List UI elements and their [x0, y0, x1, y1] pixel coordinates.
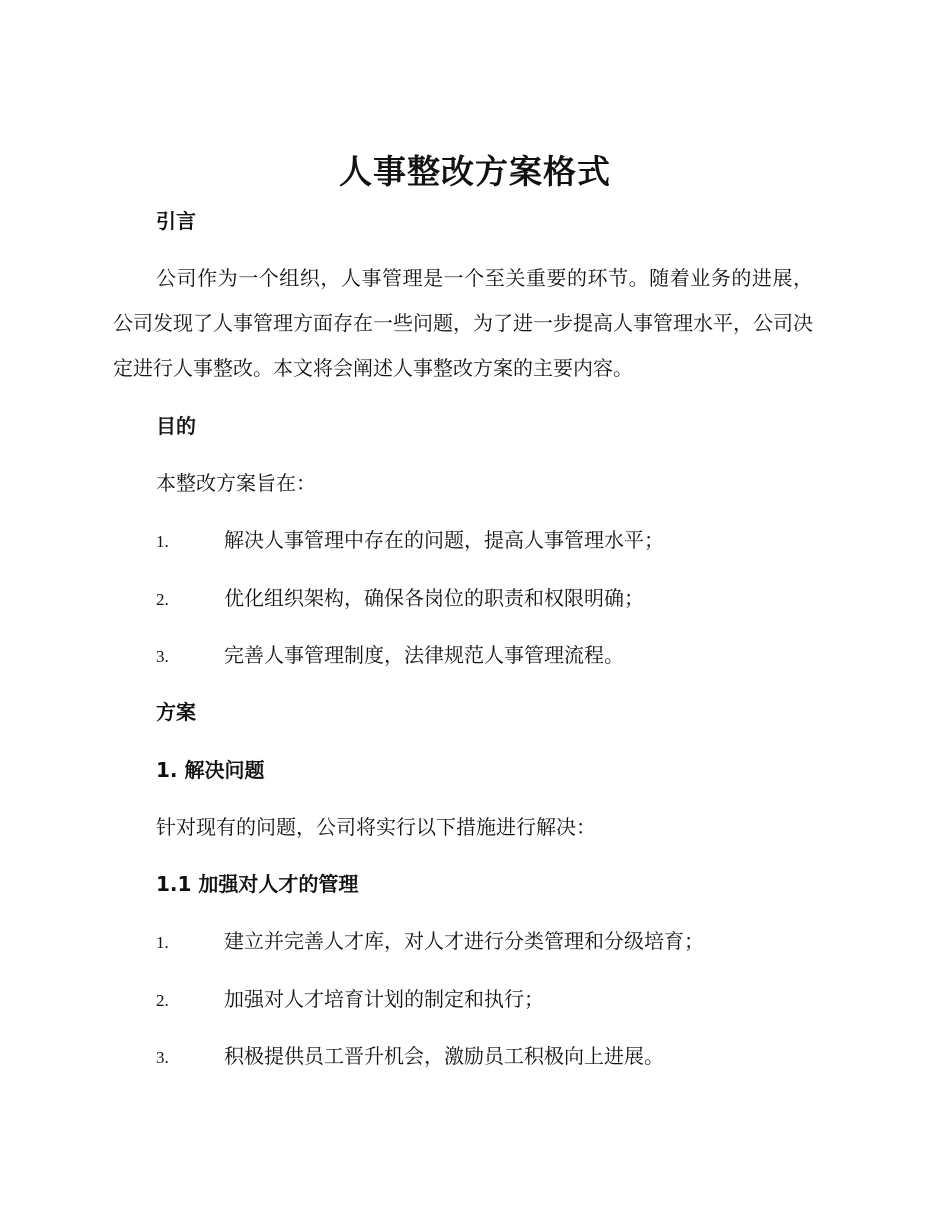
list-number: 2.: [156, 590, 169, 609]
intro-paragraph: 公司作为一个组织，人事管理是一个至关重要的环节。随着业务的进展，公司发现了人事管理方面存在一些问题，为了进一步提高人事管理水平，公司决定进行人事整改。本文将会阐述人事整改方案的主要内容。: [113, 266, 813, 380]
list-number: 2.: [156, 991, 169, 1010]
section-1-heading: 1. 解决问题: [156, 758, 265, 782]
section-1-lead: 针对现有的问题，公司将实行以下措施进行解决：: [156, 815, 596, 839]
purpose-heading: 目的: [156, 414, 196, 438]
list-item-text: 优化组织架构，确保各岗位的职责和权限明确；: [224, 586, 644, 610]
list-item-text: 积极提供员工晋升机会，激励员工积极向上进展。: [224, 1044, 664, 1068]
list-number: 1.: [156, 933, 169, 952]
document-title: 人事整改方案格式: [339, 152, 611, 191]
purpose-list-item: [156, 640, 624, 672]
talent-list-item: [156, 926, 704, 958]
list-item-text: 建立并完善人才库，对人才进行分类管理和分级培育；: [224, 929, 704, 953]
purpose-lead: 本整改方案旨在：: [156, 471, 316, 495]
purpose-list-item: [156, 525, 664, 557]
list-number: 1.: [156, 532, 169, 551]
list-number: 3.: [156, 1048, 169, 1067]
section-1-1-heading: 1.1 加强对人才的管理: [156, 872, 359, 896]
list-number: 3.: [156, 647, 169, 666]
talent-list-item: [156, 984, 544, 1016]
plan-heading: 方案: [156, 700, 196, 724]
purpose-list-item: [156, 583, 644, 615]
list-item-text: 加强对人才培育计划的制定和执行；: [224, 987, 544, 1011]
list-item-text: 解决人事管理中存在的问题，提高人事管理水平；: [224, 528, 664, 552]
list-item-text: 完善人事管理制度，法律规范人事管理流程。: [224, 643, 624, 667]
intro-heading: 引言: [156, 209, 196, 233]
talent-list-item: [156, 1041, 664, 1073]
